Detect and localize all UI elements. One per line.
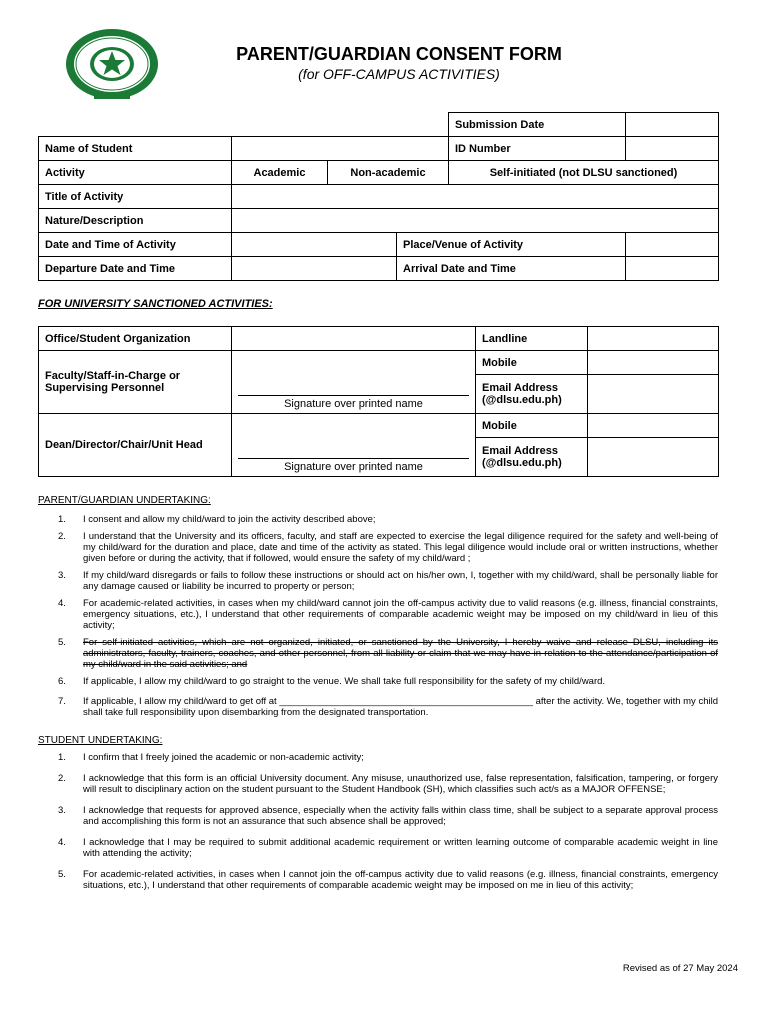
activity-academic-option[interactable]: Academic <box>232 161 328 185</box>
departure-date-label: Departure Date and Time <box>39 257 232 281</box>
list-item: 4. I acknowledge that I may be required to submit additional academic requirement or written learning outcome of comparable academic weight in line with attending the activity; <box>58 837 718 859</box>
dean-signature-field[interactable] <box>232 414 476 477</box>
dean-mobile-field[interactable] <box>588 414 719 438</box>
title-of-activity-label: Title of Activity <box>39 185 232 209</box>
date-time-activity-label: Date and Time of Activity <box>39 233 232 257</box>
form-title: PARENT/GUARDIAN CONSENT FORM <box>236 44 562 64</box>
activity-label: Activity <box>39 161 232 185</box>
dean-signature-caption: Signature over printed name <box>284 461 423 473</box>
title-of-activity-field[interactable] <box>232 185 719 209</box>
activity-non-academic-option[interactable]: Non-academic <box>328 161 449 185</box>
landline-field[interactable] <box>588 327 719 351</box>
name-of-student-label: Name of Student <box>39 137 232 161</box>
list-item: 2. I acknowledge that this form is an official University document. Any misuse, unauthorized use, false representation, falsification, tampering, or forgery will result to disciplinary action on the student pursuant to the Student Handbook (SH), which classifies such act/s as a MAJOR OFFENSE; <box>58 773 718 795</box>
name-of-student-field[interactable] <box>232 137 449 161</box>
list-item: 4. For academic-related activities, in cases when my child/ward cannot join the off-campus activity due to valid reasons (e.g. illness, financial constraints, emergency situations, etc.), I understand that other requirements of comparable academic weight may be imposed on my child/ward in lieu of this activity; <box>58 598 718 631</box>
email-label-text: Email Address <box>482 382 559 394</box>
date-time-activity-field[interactable] <box>232 233 397 257</box>
arrival-date-label: Arrival Date and Time <box>397 257 626 281</box>
list-item: 3. I acknowledge that requests for approved absence, especially when the activity falls within class time, shall be subject to a separate approval process and accomplishing this form is not an assurance that such absence shall be approved; <box>58 805 718 827</box>
id-number-field[interactable] <box>626 137 719 161</box>
student-undertaking-heading: STUDENT UNDERTAKING: <box>38 735 163 746</box>
arrival-date-field[interactable] <box>626 257 719 281</box>
faculty-email-field[interactable] <box>588 375 719 414</box>
nature-description-label: Nature/Description <box>39 209 232 233</box>
email-domain-text: (@dlsu.edu.ph) <box>482 457 562 469</box>
list-item: 5. For academic-related activities, in cases when I cannot join the off-campus activity due to valid reasons (e.g. illness, financial constraints, emergency situations, etc.), I understand that other requirements of comparable academic weight may be imposed on me in lieu of this activity; <box>58 869 718 891</box>
sanctioned-section-heading: FOR UNIVERSITY SANCTIONED ACTIVITIES: <box>38 298 273 310</box>
list-item: 7. If applicable, I allow my child/ward to get off at ________________________________________________ after the activity. We, together with my child shall take full responsibility upon disembarking from the designated transportation. <box>58 696 718 718</box>
list-item: 2. I understand that the University and its officers, faculty, and staff are expected to exercise the legal diligence required for the safety and well-being of my child/ward for the duration and place, date and time of the activity as stated. This legal diligence would include oral or written instructions, whether given before or during the activity, that if followed, would ensure the safety of my child/ward ; <box>58 531 718 564</box>
faculty-in-charge-label: Faculty/Staff-in-Charge or Supervising Personnel <box>39 351 232 414</box>
parent-undertaking-heading: PARENT/GUARDIAN UNDERTAKING: <box>38 495 211 506</box>
office-org-field[interactable] <box>232 327 476 351</box>
list-item: 5. For self-initiated activities, which are not organized, initiated, or sanctioned by the University, I hereby waive and release DLSU, including its administrators, faculty, trainers, coaches, and other personnel, from all liability or claim that we may have in relation to the attendance/participation of my child/ward in the said activities; and <box>58 637 718 670</box>
faculty-signature-caption: Signature over printed name <box>284 398 423 410</box>
student-undertaking-list <box>38 752 718 891</box>
faculty-mobile-field[interactable] <box>588 351 719 375</box>
email-domain-text: (@dlsu.edu.ph) <box>482 394 562 406</box>
nature-description-field[interactable] <box>232 209 719 233</box>
dlsu-seal-logo <box>64 27 160 101</box>
dean-email-label <box>476 438 588 477</box>
dean-email-field[interactable] <box>588 438 719 477</box>
office-org-label: Office/Student Organization <box>39 327 232 351</box>
place-venue-label: Place/Venue of Activity <box>397 233 626 257</box>
email-label-text: Email Address <box>482 445 559 457</box>
form-subtitle: (for OFF-CAMPUS ACTIVITIES) <box>298 66 500 82</box>
sanctioned-activities-table <box>38 326 719 477</box>
parent-undertaking-list <box>38 514 718 718</box>
submission-date-label: Submission Date <box>449 113 626 137</box>
list-item: 3. If my child/ward disregards or fails to follow these instructions or should act on his/her own, I, together with my child/ward, shall be personally liable for any damage caused or liability be incurred to property or person; <box>58 570 718 592</box>
list-item: 1. I consent and allow my child/ward to join the activity described above; <box>58 514 376 525</box>
id-number-label: ID Number <box>449 137 626 161</box>
faculty-mobile-label: Mobile <box>476 351 588 375</box>
landline-label: Landline <box>476 327 588 351</box>
activity-self-initiated-option[interactable]: Self-initiated (not DLSU sanctioned) <box>449 161 719 185</box>
list-item: 6. If applicable, I allow my child/ward to go straight to the venue. We shall take full responsibility for the safety of my child/ward. <box>58 676 606 687</box>
faculty-email-label <box>476 375 588 414</box>
revision-date: Revised as of 27 May 2024 <box>622 963 738 974</box>
departure-date-field[interactable] <box>232 257 397 281</box>
student-activity-table <box>38 112 719 281</box>
place-venue-field[interactable] <box>626 233 719 257</box>
faculty-signature-field[interactable] <box>232 351 476 414</box>
list-item: 1. I confirm that I freely joined the academic or non-academic activity; <box>58 752 364 763</box>
signature-line <box>238 395 469 396</box>
submission-date-field[interactable] <box>626 113 719 137</box>
dean-director-label: Dean/Director/Chair/Unit Head <box>39 414 232 477</box>
signature-line <box>238 458 469 459</box>
dean-mobile-label: Mobile <box>476 414 588 438</box>
